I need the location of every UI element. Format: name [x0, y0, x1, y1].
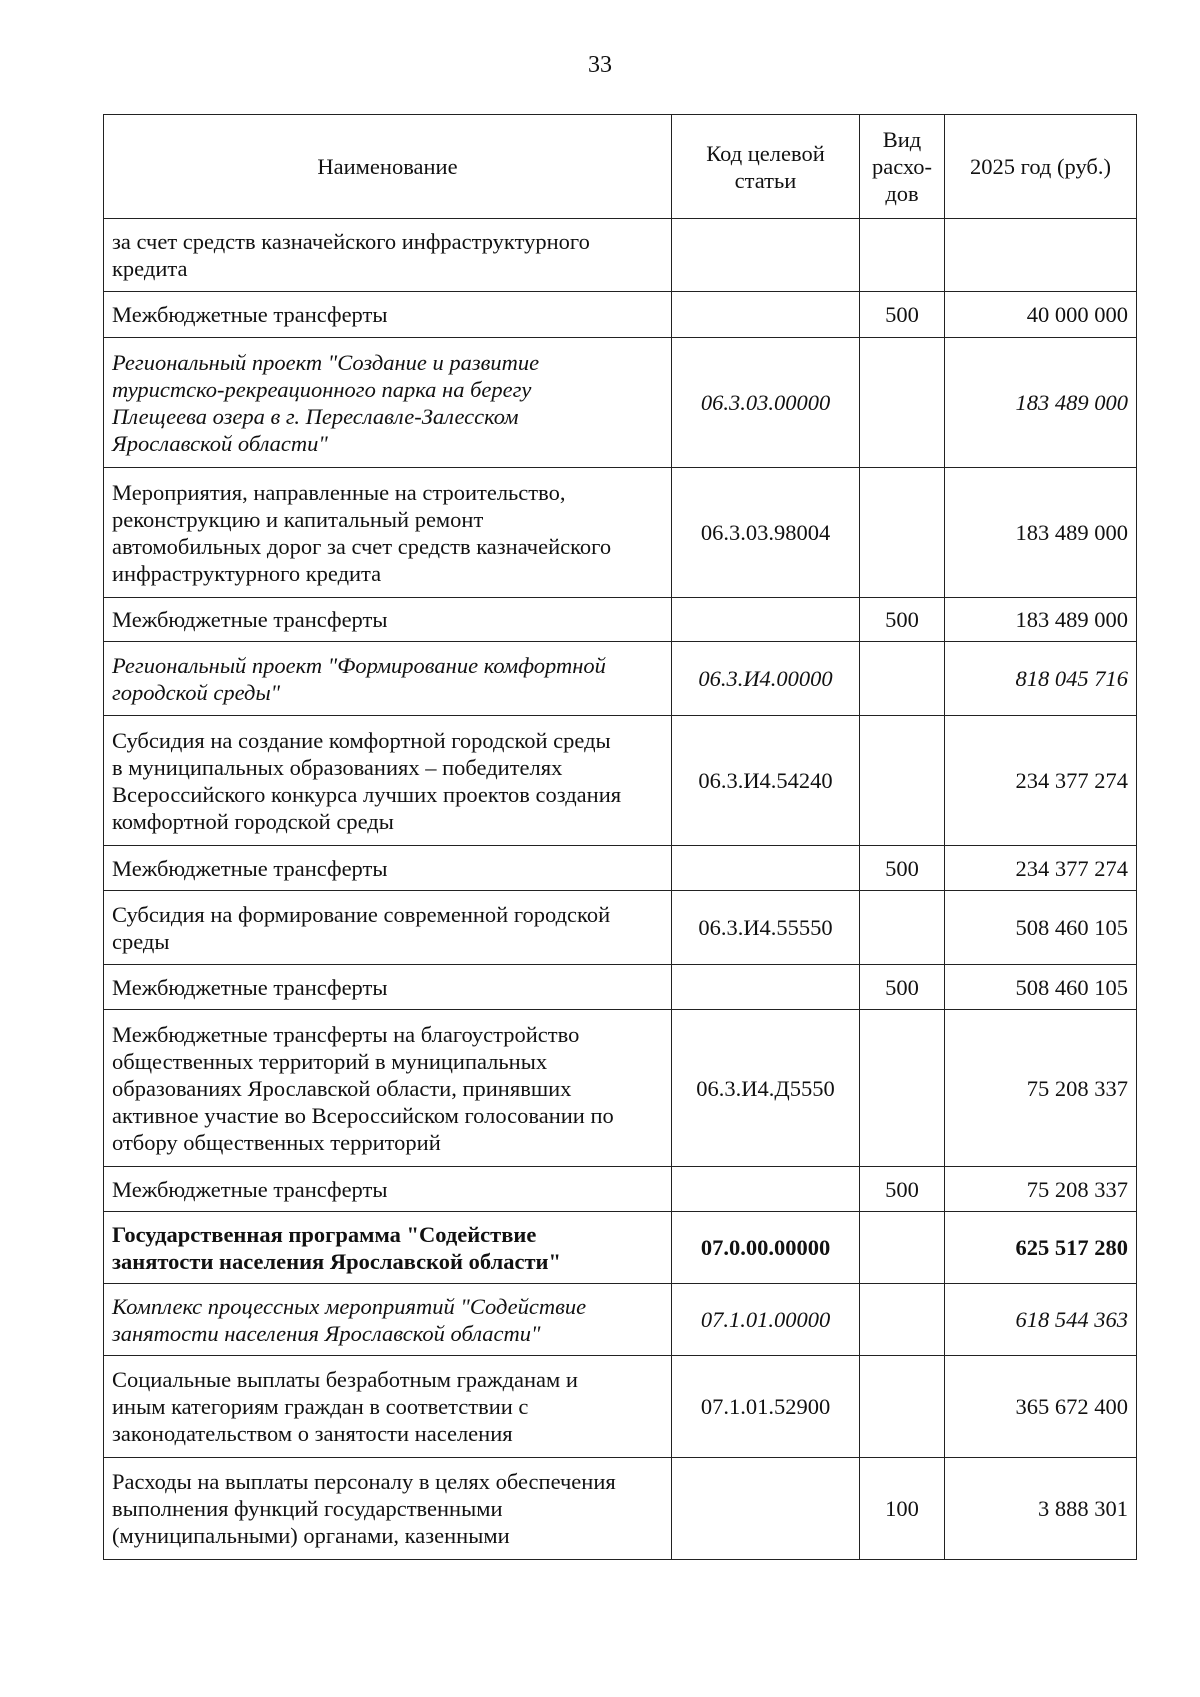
cell-sum: 75 208 337	[945, 1010, 1137, 1167]
cell-name-line: Межбюджетные трансферты	[112, 1176, 388, 1202]
cell-name	[104, 1010, 672, 1167]
header-code-line: Код целевой	[706, 140, 825, 166]
cell-sum: 183 489 000	[945, 598, 1137, 642]
cell-name-line: кредита	[112, 256, 188, 281]
header-type-line: дов	[885, 181, 919, 206]
table-row	[104, 1458, 1137, 1560]
cell-sum: 3 888 301	[945, 1458, 1137, 1560]
cell-code	[672, 965, 860, 1010]
cell-name	[104, 846, 672, 891]
cell-name-line: Мероприятия, направленные на строительство,	[112, 479, 566, 505]
cell-code: 07.1.01.52900	[672, 1356, 860, 1458]
budget-table	[103, 114, 1137, 1560]
page-number: 33	[588, 52, 612, 78]
cell-name-line: Региональный проект "Создание и развитие	[112, 349, 540, 375]
cell-code	[672, 292, 860, 338]
cell-code: 06.3.И4.55550	[672, 891, 860, 965]
cell-name	[104, 716, 672, 846]
header-sum-line: (руб.)	[1057, 154, 1111, 179]
cell-expense-type: 500	[860, 965, 945, 1010]
cell-sum: 625 517 280	[945, 1212, 1137, 1284]
cell-name-line: Межбюджетные трансферты	[112, 855, 388, 881]
cell-code: 06.3.И4.54240	[672, 716, 860, 846]
cell-expense-type: 500	[860, 1167, 945, 1212]
cell-expense-type	[860, 1356, 945, 1458]
cell-name-line: Межбюджетные трансферты	[112, 302, 388, 327]
cell-code: 06.3.И4.00000	[672, 642, 860, 716]
header-type	[860, 115, 945, 219]
table-row	[104, 1010, 1137, 1167]
cell-name	[104, 338, 672, 468]
cell-expense-type	[860, 468, 945, 598]
cell-expense-type: 100	[860, 1458, 945, 1560]
cell-name-line: Субсидия на создание комфортной городской среды	[112, 727, 611, 753]
cell-sum: 234 377 274	[945, 846, 1137, 891]
cell-name	[104, 1284, 672, 1356]
cell-name-line: Межбюджетные трансферты	[112, 607, 388, 632]
cell-name-line: реконструкцию и капитальный ремонт	[112, 506, 484, 532]
table-row	[104, 1284, 1137, 1356]
header-sum	[945, 115, 1137, 219]
header-type-line: Вид	[882, 127, 922, 152]
cell-name	[104, 292, 672, 338]
cell-code: 06.3.03.00000	[672, 338, 860, 468]
cell-name	[104, 1167, 672, 1212]
cell-code	[672, 1167, 860, 1212]
cell-name-line: туристско-рекреационного парка на берегу	[112, 376, 532, 402]
cell-code	[672, 1458, 860, 1560]
cell-name	[104, 891, 672, 965]
cell-name-line: за счет средств казначейского инфраструктурного	[112, 229, 590, 254]
cell-name-line: законодательством о занятости населения	[112, 1421, 513, 1446]
cell-name-line: занятости населения Ярославской области"	[112, 1248, 561, 1274]
cell-expense-type: 500	[860, 598, 945, 642]
cell-expense-type	[860, 716, 945, 846]
cell-expense-type	[860, 1284, 945, 1356]
cell-sum: 234 377 274	[945, 716, 1137, 846]
cell-code	[672, 598, 860, 642]
table-row	[104, 642, 1137, 716]
cell-expense-type: 500	[860, 292, 945, 338]
cell-name-line: выполнения функций государственными	[112, 1496, 503, 1521]
table-header-row	[104, 115, 1137, 219]
cell-name	[104, 219, 672, 292]
cell-sum: 75 208 337	[945, 1167, 1137, 1212]
cell-name-line: иным категориям граждан в соответствии с	[112, 1394, 529, 1419]
cell-expense-type	[860, 891, 945, 965]
cell-name-line: общественных территорий в муниципальных	[112, 1048, 548, 1074]
cell-name-line: среды	[112, 928, 170, 954]
cell-sum: 508 460 105	[945, 965, 1137, 1010]
cell-name-line: комфортной городской среды	[112, 808, 394, 834]
table-body	[104, 219, 1137, 1560]
table-row	[104, 965, 1137, 1010]
cell-expense-type	[860, 1010, 945, 1167]
cell-name-line: занятости населения Ярославской области"	[112, 1320, 541, 1346]
cell-name	[104, 1212, 672, 1284]
cell-code: 07.0.00.00000	[672, 1212, 860, 1284]
cell-name-line: в муниципальных образованиях – победителях	[112, 754, 563, 780]
table-row	[104, 716, 1137, 846]
cell-name-line: Расходы на выплаты персоналу в целях обеспечения	[112, 1469, 616, 1494]
cell-name-line: Межбюджетные трансферты	[112, 974, 388, 1000]
cell-sum	[945, 219, 1137, 292]
table-row	[104, 598, 1137, 642]
cell-expense-type	[860, 219, 945, 292]
cell-sum: 508 460 105	[945, 891, 1137, 965]
cell-expense-type	[860, 338, 945, 468]
cell-name	[104, 642, 672, 716]
cell-expense-type	[860, 642, 945, 716]
cell-name-line: (муниципальными) органами, казенными	[112, 1523, 510, 1548]
header-sum-line: 2025 год	[970, 154, 1052, 179]
cell-name-line: городской среды"	[112, 679, 281, 705]
cell-code: 06.3.03.98004	[672, 468, 860, 598]
cell-name-line: образованиях Ярославской области, принявших	[112, 1075, 572, 1101]
cell-name-line: активное участие во Всероссийском голосовании по	[112, 1102, 614, 1128]
table-row	[104, 219, 1137, 292]
table-row	[104, 1212, 1137, 1284]
header-name	[104, 115, 672, 219]
header-type-line: расхо-	[871, 154, 933, 179]
cell-name-line: отбору общественных территорий	[112, 1129, 441, 1155]
cell-code: 07.1.01.00000	[672, 1284, 860, 1356]
cell-code	[672, 219, 860, 292]
cell-sum: 618 544 363	[945, 1284, 1137, 1356]
cell-name	[104, 965, 672, 1010]
table-row	[104, 891, 1137, 965]
cell-name-line: Плещеева озера в г. Переславле-Залесском	[112, 403, 519, 429]
cell-name-line: Социальные выплаты безработным гражданам и	[112, 1367, 578, 1392]
cell-name-line: Региональный проект "Формирование комфортной	[112, 652, 606, 678]
header-name-text: Наименование	[317, 154, 458, 179]
cell-name	[104, 468, 672, 598]
table-row	[104, 338, 1137, 468]
cell-sum: 40 000 000	[945, 292, 1137, 338]
cell-sum: 365 672 400	[945, 1356, 1137, 1458]
cell-sum: 183 489 000	[945, 468, 1137, 598]
cell-code	[672, 846, 860, 891]
cell-name-line: Комплекс процессных мероприятий "Содействие	[112, 1293, 587, 1319]
cell-name	[104, 598, 672, 642]
cell-sum: 818 045 716	[945, 642, 1137, 716]
cell-name-line: инфраструктурного кредита	[112, 560, 382, 586]
cell-name-line: автомобильных дорог за счет средств казначейского	[112, 533, 612, 559]
table-row	[104, 468, 1137, 598]
table-row	[104, 292, 1137, 338]
cell-code: 06.3.И4.Д5550	[672, 1010, 860, 1167]
table-row	[104, 1356, 1137, 1458]
cell-name	[104, 1356, 672, 1458]
cell-name-line: Всероссийского конкурса лучших проектов создания	[112, 781, 622, 807]
cell-name-line: Ярославской области"	[112, 430, 328, 456]
cell-name-line: Государственная программа "Содействие	[112, 1221, 537, 1247]
table-row	[104, 1167, 1137, 1212]
header-code-line: статьи	[734, 167, 797, 193]
cell-expense-type	[860, 1212, 945, 1284]
cell-expense-type: 500	[860, 846, 945, 891]
table-row	[104, 846, 1137, 891]
cell-name	[104, 1458, 672, 1560]
cell-name-line: Субсидия на формирование современной городской	[112, 901, 611, 927]
cell-name-line: Межбюджетные трансферты на благоустройство	[112, 1021, 580, 1047]
cell-sum: 183 489 000	[945, 338, 1137, 468]
header-code	[672, 115, 860, 219]
